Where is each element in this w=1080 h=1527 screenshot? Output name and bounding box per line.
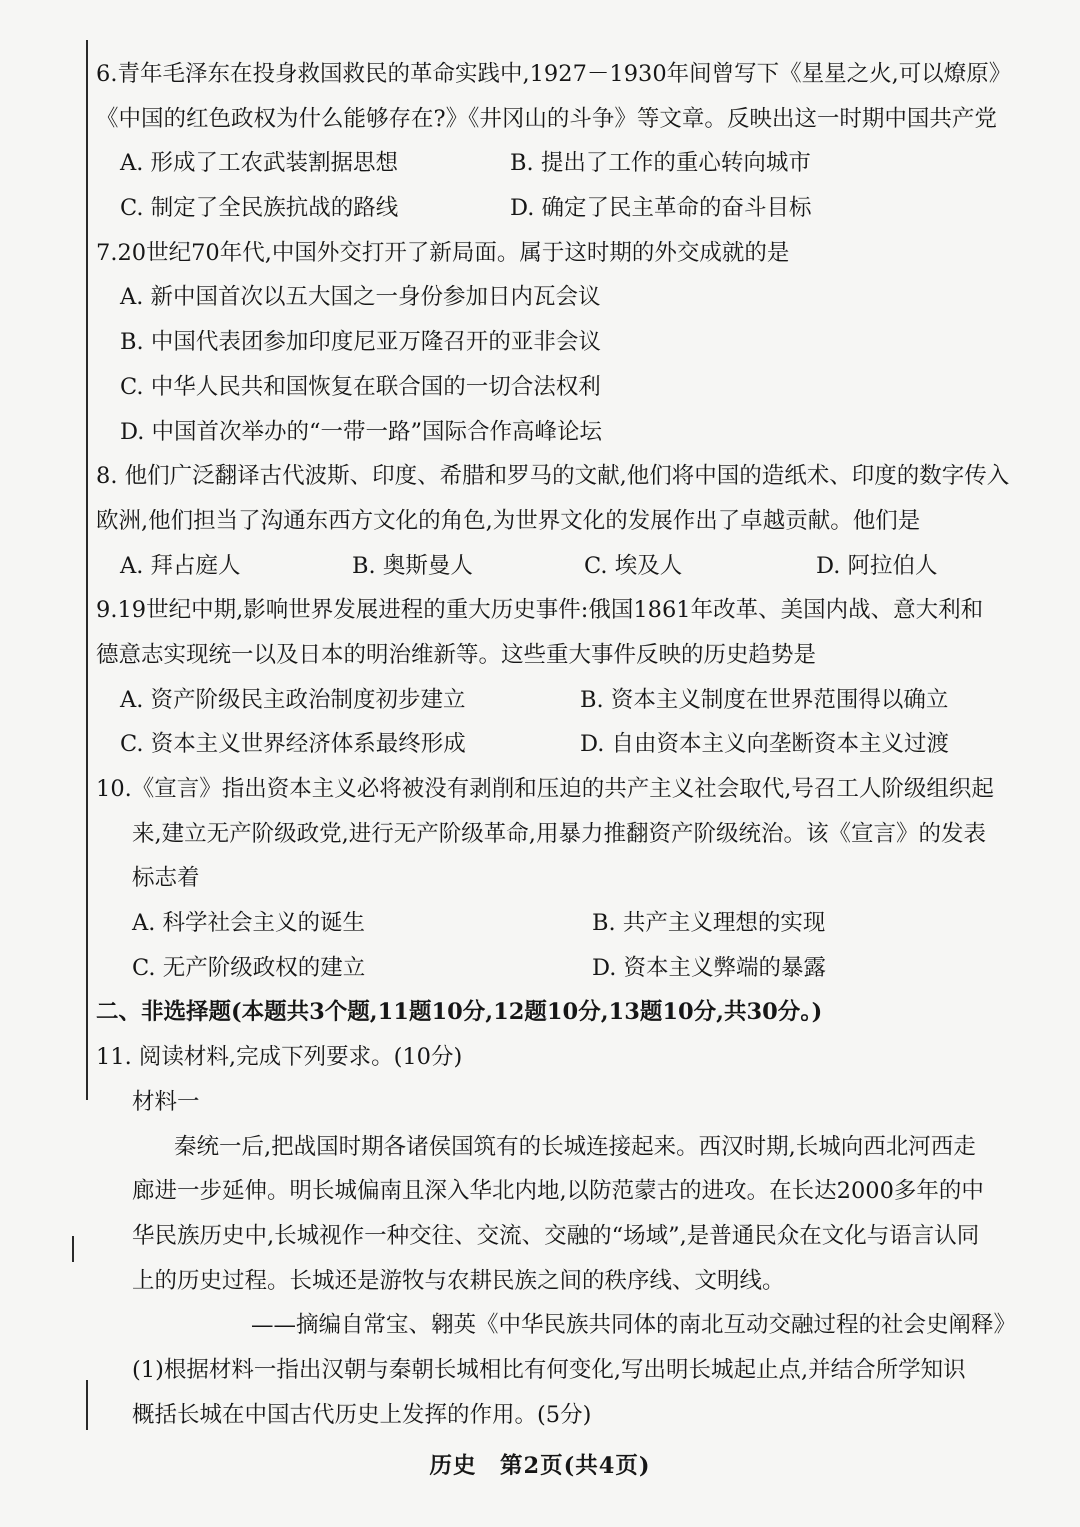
q10-option-b: B. 共产主义理想的实现 <box>592 910 826 937</box>
q10-stem-line-2: 来,建立无产阶级政党,进行无产阶级革命,用暴力推翻资产阶级统治。该《宣言》的发表 <box>132 820 986 847</box>
q9-option-d: D. 自由资本主义向垄断资本主义过渡 <box>580 731 950 758</box>
q6-stem-line-1: 6.青年毛泽东在投身救国救民的革命实践中,1927－1930年间曾写下《星星之火,可以燎原》 <box>96 61 1012 87</box>
q6-stem-line-2: 《中国的红色政权为什么能够存在?》《井冈山的斗争》等文章。反映出这一时期中国共产党 <box>96 105 997 132</box>
q6-options-row-2 <box>96 186 1016 231</box>
q11-stem: 11. 阅读材料,完成下列要求。(10分) <box>96 1044 463 1071</box>
q9-option-b: B. 资本主义制度在世界范围得以确立 <box>580 686 949 713</box>
q8-option-c: C. 埃及人 <box>584 552 683 579</box>
q11-material-line-2: 廊进一步延伸。明长城偏南且深入华北内地,以防范蒙古的进攻。在长达2000多年的中 <box>132 1178 984 1205</box>
binding-margin-line-lower <box>86 1380 88 1430</box>
q11-material-source: ——摘编自常宝、翱英《中华民族共同体的南北互动交融过程的社会史阐释》 <box>250 1312 1016 1339</box>
q10-option-a: A. 科学社会主义的诞生 <box>132 910 366 937</box>
q11-material-line-4: 上的历史过程。长城还是游牧与农耕民族之间的秩序线、文明线。 <box>132 1267 785 1294</box>
q8-stem-line-2: 欧洲,他们担当了沟通东西方文化的角色,为世界文化的发展作出了卓越贡献。他们是 <box>96 507 921 534</box>
q7-option-a: A. 新中国首次以五大国之一身份参加日内瓦会议 <box>120 284 601 311</box>
q11-material-title: 材料一 <box>132 1088 200 1115</box>
q9-options-row-2 <box>96 722 1016 767</box>
q9-options-row-1 <box>96 678 1016 723</box>
q6-option-b: B. 提出了工作的重心转向城市 <box>510 150 811 177</box>
q10-option-c: C. 无产阶级政权的建立 <box>132 954 366 981</box>
q11-subquestion-1-line-2: 概括长城在中国古代历史上发挥的作用。(5分) <box>132 1401 592 1428</box>
questions-content <box>96 52 1016 1437</box>
q7-option-d: D. 中国首次举办的“一带一路”国际合作高峰论坛 <box>120 418 603 445</box>
margin-tick-mark <box>72 1236 74 1262</box>
q10-options-row-2 <box>96 946 1016 991</box>
q9-stem-line-2: 德意志实现统一以及日本的明治维新等。这些重大事件反映的历史趋势是 <box>96 641 817 668</box>
binding-margin-line <box>86 40 88 1100</box>
q10-stem-line-1: 10.《宣言》指出资本主义必将被没有剥削和压迫的共产主义社会取代,号召工人阶级组织起 <box>96 776 994 802</box>
q7-option-b: B. 中国代表团参加印度尼亚万隆召开的亚非会议 <box>120 329 601 356</box>
q8-option-d: D. 阿拉伯人 <box>816 552 938 579</box>
q8-option-a: A. 拜占庭人 <box>120 552 241 579</box>
q10-options-row-1 <box>96 901 1016 946</box>
q11-material-line-3: 华民族历史中,长城视作一种交往、交流、交融的“场域”,是普通民众在文化与语言认同 <box>132 1222 980 1249</box>
q6-option-c: C. 制定了全民族抗战的路线 <box>120 195 399 222</box>
q7-option-c: C. 中华人民共和国恢复在联合国的一切合法权利 <box>120 373 601 400</box>
q10-stem-line-3: 标志着 <box>132 865 200 892</box>
q6-option-a: A. 形成了工农武装割据思想 <box>120 150 399 177</box>
q11-material-line-1: 秦统一后,把战国时期各诸侯国筑有的长城连接起来。西汉时期,长城向西北河西走 <box>174 1133 976 1160</box>
q7-stem: 7.20世纪70年代,中国外交打开了新局面。属于这时期的外交成就的是 <box>96 239 790 266</box>
q8-options-row <box>96 544 1016 589</box>
q6-option-d: D. 确定了民主革命的奋斗目标 <box>510 195 812 222</box>
section-2-heading: 二、非选择题(本题共3个题,11题10分,12题10分,13题10分,共30分。) <box>96 999 823 1026</box>
q11-subquestion-1-line-1: (1)根据材料一指出汉朝与秦朝长城相比有何变化,写出明长城起止点,并结合所学知识 <box>132 1356 966 1383</box>
q6-options-row-1 <box>96 141 1016 186</box>
q9-option-c: C. 资本主义世界经济体系最终形成 <box>120 731 466 758</box>
q9-stem-line-1: 9.19世纪中期,影响世界发展进程的重大历史事件:俄国1861年改革、美国内战、意大利和 <box>96 597 984 624</box>
q9-option-a: A. 资产阶级民主政治制度初步建立 <box>120 686 466 713</box>
page-footer: 历史 第2页(共4页) <box>429 1453 651 1479</box>
q8-stem-line-1: 8. 他们广泛翻译古代波斯、印度、希腊和罗马的文献,他们将中国的造纸术、印度的数字传入 <box>96 463 1010 490</box>
q10-option-d: D. 资本主义弊端的暴露 <box>592 954 827 981</box>
q8-option-b: B. 奥斯曼人 <box>352 552 473 579</box>
